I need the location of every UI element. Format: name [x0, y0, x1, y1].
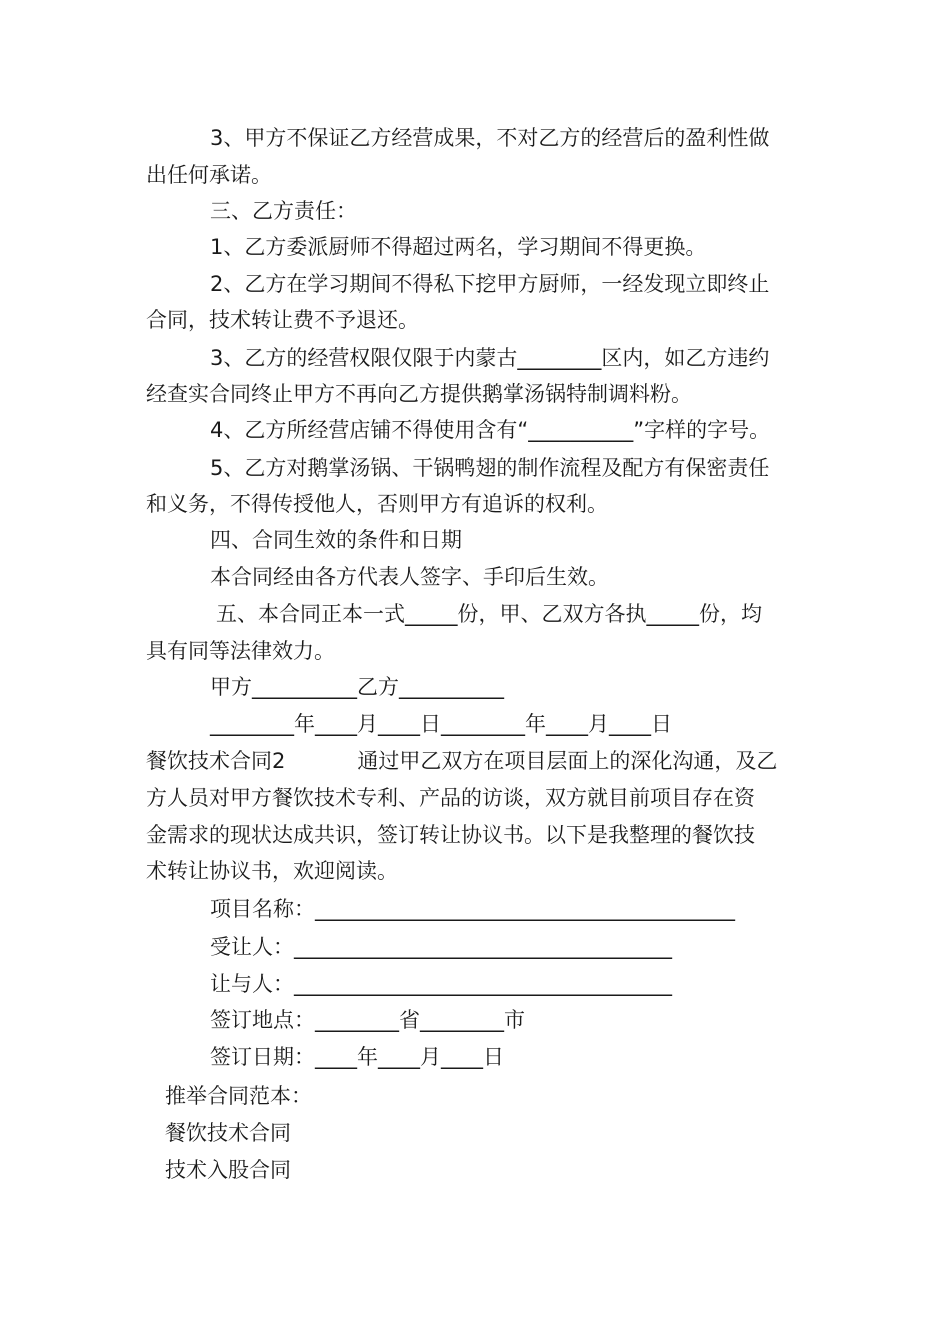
form-field-transferee: 受让人：____________________________________ [210, 935, 672, 959]
paragraph-line: 合同，技术转让费不予退还。 [146, 308, 419, 332]
recommend-link[interactable]: 餐饮技术合同 [165, 1121, 291, 1145]
intro-text: 通过甲乙双方在项目层面上的深化沟通，及乙 [357, 749, 778, 773]
paragraph-line: 五、本合同正本一式_____份，甲、乙双方各执_____份，均 [216, 602, 762, 626]
form-field-sign-date: 签订日期：____年____月____日 [210, 1045, 504, 1069]
section-title: 餐饮技术合同2 [146, 749, 286, 773]
recommend-link[interactable]: 技术入股合同 [165, 1158, 291, 1182]
paragraph-line: 3、甲方不保证乙方经营成果，不对乙方的经营后的盈利性做 [210, 126, 770, 150]
paragraph-line: 具有同等法律效力。 [146, 639, 335, 663]
section-heading: 四、合同生效的条件和日期 [210, 528, 462, 552]
paragraph-line: 3、乙方的经营权限仅限于内蒙古________区内，如乙方违约 [210, 346, 770, 370]
paragraph-line: 本合同经由各方代表人签字、手印后生效。 [210, 565, 609, 589]
paragraph-line: 金需求的现状达成共识，签订转让协议书。以下是我整理的餐饮技 [146, 823, 755, 847]
paragraph-line: 方人员对甲方餐饮技术专利、产品的访谈，双方就目前项目存在资 [146, 786, 755, 810]
form-field-transferor: 让与人：____________________________________ [210, 972, 672, 996]
paragraph-line: 经查实合同终止甲方不再向乙方提供鹅掌汤锅特制调料粉。 [146, 382, 692, 406]
paragraph-line [146, 747, 777, 775]
date-line: ________年____月____日________年____月____日 [210, 712, 672, 736]
paragraph-line: 1、乙方委派厨师不得超过两名，学习期间不得更换。 [210, 235, 707, 259]
paragraph-line: 2、乙方在学习期间不得私下挖甲方厨师，一经发现立即终止 [210, 272, 770, 296]
section-heading: 三、乙方责任： [210, 199, 357, 223]
form-field-project-name: 项目名称：________________________________________ [210, 897, 735, 921]
signature-line: 甲方__________乙方__________ [210, 675, 504, 699]
paragraph-line: 4、乙方所经营店铺不得使用含有“__________”字样的字号。 [210, 418, 771, 442]
form-field-sign-place: 签订地点：________省________市 [210, 1008, 525, 1032]
paragraph-line: 和义务，不得传授他人，否则甲方有追诉的权利。 [146, 492, 608, 516]
paragraph-line: 5、乙方对鹅掌汤锅、干锅鸭翅的制作流程及配方有保密责任 [210, 456, 770, 480]
paragraph-line: 出任何承诺。 [146, 163, 272, 187]
paragraph-line: 术转让协议书，欢迎阅读。 [146, 859, 398, 883]
recommend-title: 推举合同范本： [165, 1084, 312, 1108]
